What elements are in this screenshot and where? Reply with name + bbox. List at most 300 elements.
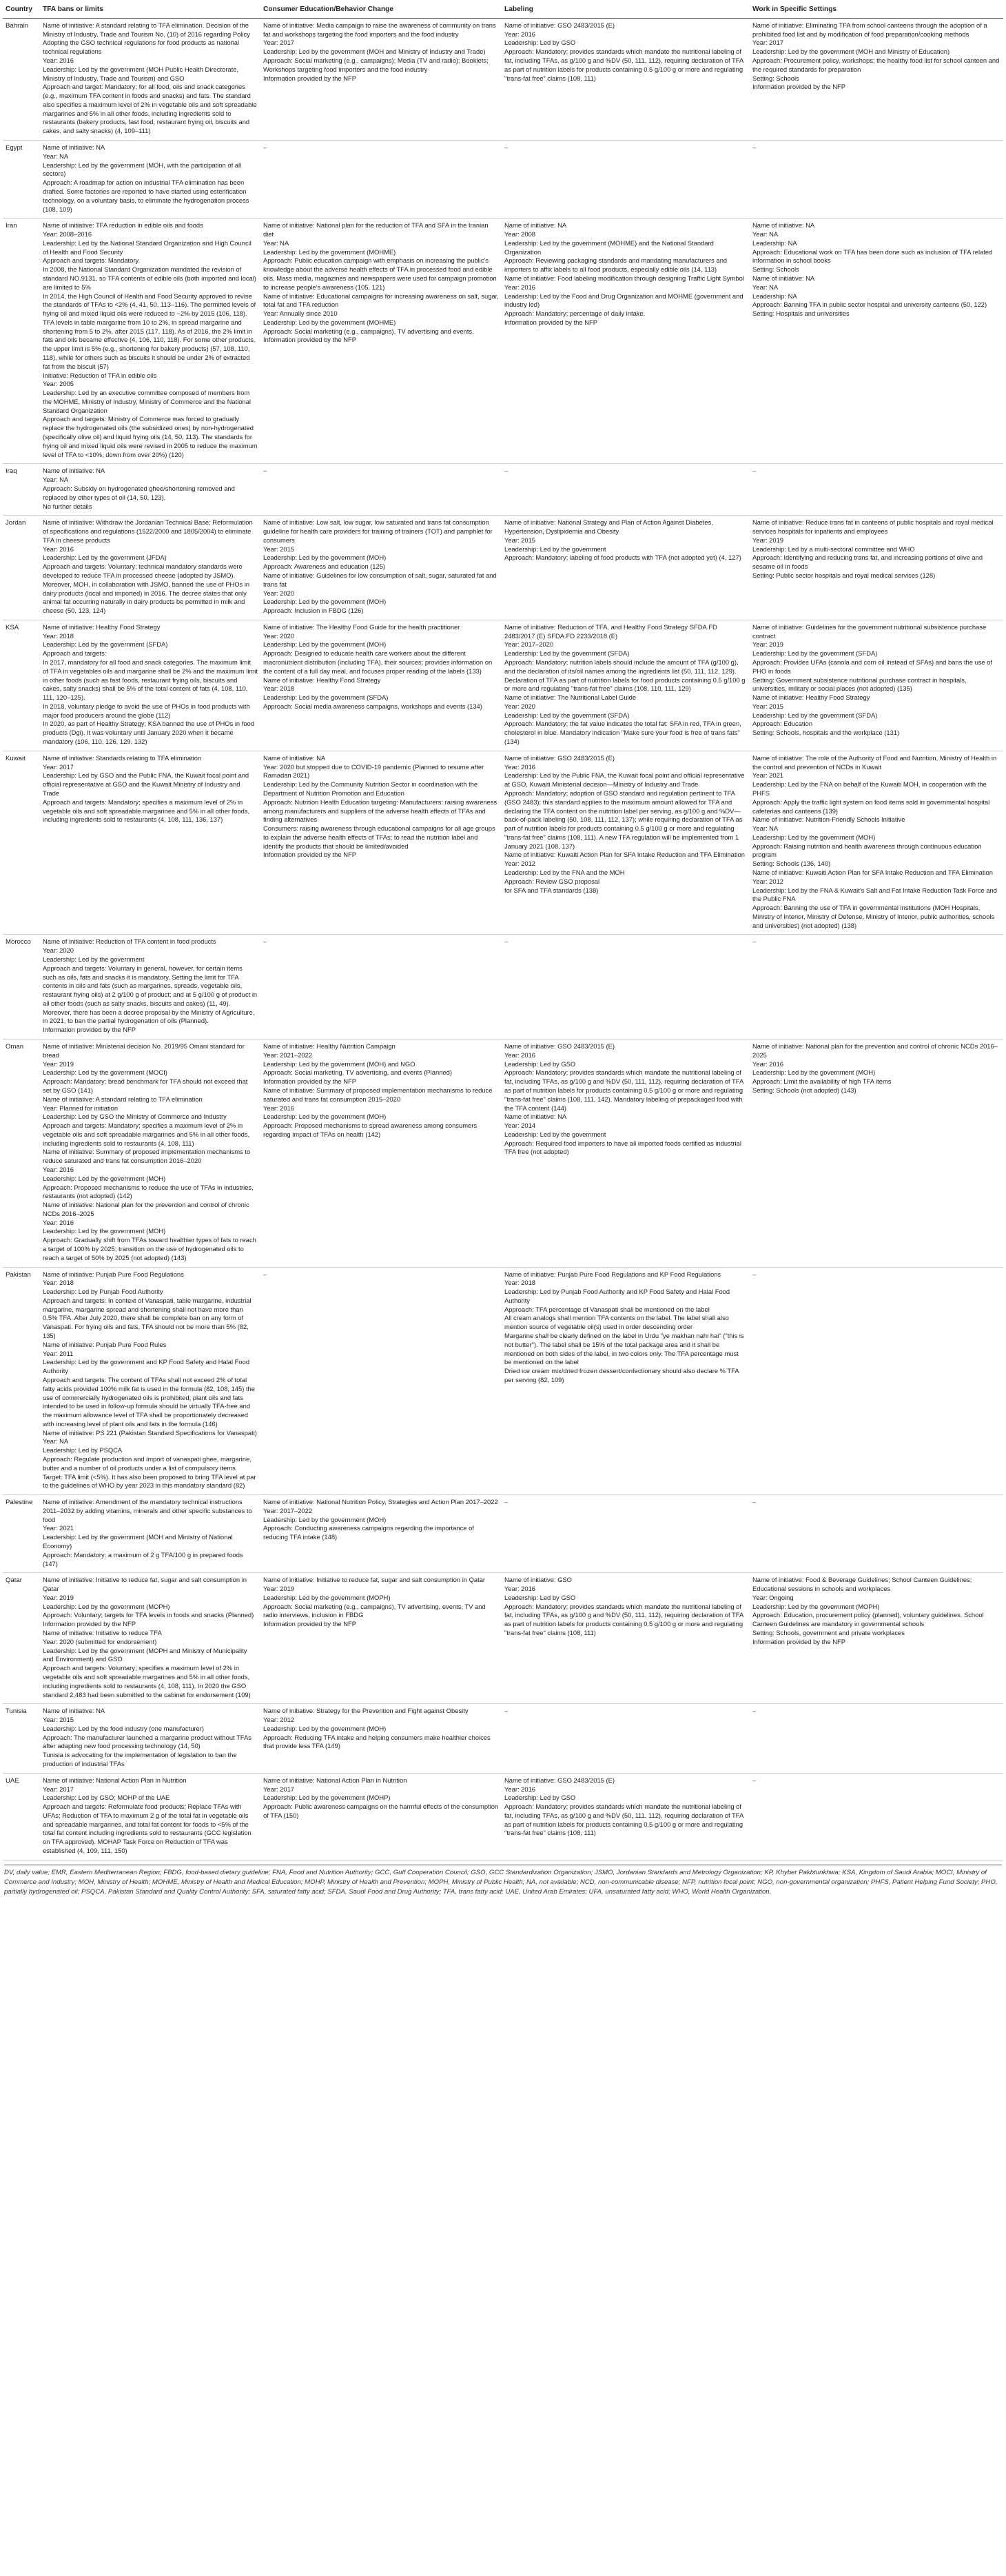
specific-settings-cell	[750, 620, 1003, 751]
tfa-bans-cell	[40, 935, 260, 1039]
cell-line: Year: 2019	[752, 640, 784, 649]
consumer-education-cell	[260, 516, 502, 620]
table-row	[3, 219, 1003, 464]
cell-line: Approach: Social marketing (e.g., campaigns), TV advertising, events, TV and radio interviews, inclusion in FBDG	[263, 1602, 486, 1619]
cell-line: Year: 2016	[504, 1585, 536, 1593]
consumer-education-cell	[260, 1267, 502, 1495]
cell-line: Leadership: Led by Punjab Food Authority	[43, 1288, 163, 1296]
cell-line: Year: 2012	[263, 1716, 295, 1724]
cell-line: Information provided by the NFP	[263, 1077, 356, 1086]
cell-line: Leadership: Led by GSO	[504, 1059, 576, 1068]
tfa-policy-table	[3, 3, 1003, 1860]
cell-line: Approach: Provides UFAs (canola and corn oil instead of SFAs) and bans the use of PHO in foods	[752, 658, 993, 675]
cell-line: Year: 2014	[504, 1122, 536, 1130]
specific-settings-cell	[750, 1267, 1003, 1495]
cell-line: Leadership: Led by the government (MOCI)	[43, 1068, 167, 1077]
tfa-bans-cell	[40, 219, 260, 464]
labeling-cell	[502, 219, 750, 464]
cell-line: Margarine shall be clearly defined on the label in Urdu "ye makhan nahi hai" ("this is not butter"). The label shall be 15% of the total package area and it shall be mentioned on both sides of the label, in two colors only. The TFA percentage must be mentioned on the label	[504, 1332, 744, 1366]
specific-settings-cell	[750, 1573, 1003, 1704]
cell-line: Leadership: Led by the government (MOH)	[263, 1515, 387, 1523]
cell-line: Approach and targets: The content of TFAs shall not exceed 2% of total fatty acids provided 100% milk fat is used in the formula (82, 108, 145) the use of commercially hydrogenated oils is prohibited; plant oils and fats intended to be used in follow-up formula should be virtually TFA-free and the maximum allowance level of TFA shall be proportionately decreased with increasing level of plant oils and fats in the formula (146)	[43, 1375, 255, 1428]
cell-line: Approach: Mandatory; provides standards which mandate the nutritional labeling of fat, including TFAs, as g/100 g and %DV (50, 111, 112), requiring declaration of TFA as part of nutrition labels for products containing 0.5 g/100 g or more and regulating "trans-fat free" claims (108, 111)	[504, 48, 743, 82]
cell-line: Year: 2016	[504, 762, 536, 771]
labeling-cell	[502, 141, 750, 219]
empty-dash: –	[752, 1707, 757, 1715]
cell-line: Approach: Identifying and reducing trans fat, and increasing portions of olive and sesame oil in foods	[752, 554, 983, 571]
table-row	[3, 464, 1003, 516]
cell-line: Approach: Mandatory; nutrition labels should include the amount of TFA (g/100 g), and the declaration of its/oil names among the ingredients list (50, 111, 112, 129). Declaration of TFA as part of nutrition labels for food products containing 0.5 g/100 g or more and regulating "trans-fat free" claims (108, 110, 111, 129)	[504, 658, 746, 693]
country-cell: Morocco	[3, 935, 40, 1039]
tfa-bans-cell	[40, 516, 260, 620]
empty-dash: –	[263, 467, 267, 475]
labeling-cell	[502, 620, 750, 751]
cell-line: Leadership: Led by the government (JFDA)	[43, 554, 167, 562]
cell-line: Name of initiative: Summary of proposed implementation mechanisms to reduce saturated and trans fat consumption 2016–2020	[43, 1148, 251, 1165]
cell-line: Name of initiative: National Action Plan in Nutrition	[43, 1776, 187, 1784]
cell-line: Name of initiative: Low salt, low sugar, low saturated and trans fat consumption guideline for health care providers for training of trainers (TOT) and pamphlet for consumers	[263, 518, 493, 544]
cell-line: Setting: Schools, government and private workplaces	[752, 1629, 905, 1637]
tfa-bans-cell	[40, 141, 260, 219]
table-row	[3, 620, 1003, 751]
cell-line: Approach: Social marketing (e.g., campaigns); Media (TV and radio); Booklets; Workshops targeting food importers and the food industry	[263, 57, 489, 73]
cell-line: Leadership: Led by the government (MOH)	[43, 1174, 166, 1182]
cell-line: Year: 2008	[504, 230, 536, 239]
cell-line: Approach: TFA percentage of Vanaspati shall be mentioned on the label	[504, 1305, 710, 1313]
cell-line: Year: 2016	[43, 1165, 74, 1173]
tfa-bans-cell	[40, 1573, 260, 1704]
cell-line: Year: NA	[43, 1437, 69, 1446]
cell-line: Approach: Mandatory; provides standards which mandate the nutritional labeling of fat, including TFAs, as g/100 g and %DV (50, 111, 112), requiring declaration of TFA as part of nutrition labels for products containing 0.5 g/100 g or more and regulating "trans-fat free" claims (108, 111)	[504, 1803, 743, 1837]
empty-dash: –	[504, 937, 509, 946]
cell-line: Name of initiative: Punjab Pure Food Regulations	[43, 1270, 184, 1278]
cell-line: Leadership: Led by the government (MOH)	[43, 1227, 166, 1235]
cell-line: Approach: Nutrition Health Education targeting: Manufacturers: raising awareness among manufacturers and suppliers of the adverse health effects of TFAs and finding alternatives	[263, 798, 497, 824]
cell-line: Leadership: Led by the government (MOH)	[263, 1113, 387, 1121]
cell-line: Leadership: Led by the government (MOPH and Ministry of Municipality and Environment) and GSO	[43, 1646, 247, 1663]
cell-line: Approach: Social media awareness campaigns, workshops and events (134)	[263, 702, 482, 710]
cell-line: Year: 2016	[504, 30, 536, 38]
empty-dash: –	[752, 1270, 757, 1278]
specific-settings-cell	[750, 1039, 1003, 1268]
cell-line: Approach: Education	[752, 720, 813, 728]
cell-line: In 2018, voluntary pledge to avoid the use of PHOs in food products with major food producers around the globe (112)	[43, 702, 250, 719]
cell-line: Year: 2020 but stopped due to COVID-19 pandemic (Planned to resume after Ramadan 2021)	[263, 762, 484, 780]
empty-dash: –	[752, 1776, 757, 1784]
cell-line: Name of initiative: NA	[752, 221, 815, 230]
consumer-education-cell	[260, 751, 502, 935]
table-row	[3, 141, 1003, 219]
consumer-education-cell	[260, 1704, 502, 1773]
cell-line: Name of initiative: Guidelines for the government nutritional subsistence purchase contract	[752, 622, 987, 640]
tfa-bans-cell	[40, 1039, 260, 1268]
cell-line: Approach: Regulate production and import of vanaspati ghee, margarine, butter and a number of oil products under a list of compulsory items	[43, 1454, 252, 1472]
cell-line: Leadership: Led by the government	[43, 955, 145, 963]
cell-line: Year: 2017	[43, 1785, 74, 1793]
cell-line: Approach: Mandatory; labeling of food products with TFA (not adopted yet) (4, 127)	[504, 554, 741, 562]
cell-line: Name of initiative: Reduce trans fat in canteens of public hospitals and royal medical services hospitals for inpatients and employees	[752, 518, 994, 536]
cell-line: Approach and targets:	[43, 649, 107, 658]
cell-line: Leadership: Led by the government (SFDA)	[504, 711, 630, 719]
cell-line: Name of initiative: NA	[752, 274, 815, 282]
cell-line: Year: 2020	[263, 589, 295, 597]
cell-line: Setting: Public sector hospitals and royal medical services (128)	[752, 571, 936, 579]
consumer-education-cell	[260, 620, 502, 751]
cell-line: Leadership: Led by the government (MOHME)	[263, 247, 396, 256]
cell-line: Year: 2018	[43, 631, 74, 640]
cell-line: In 2020, as part of Healthy Strategy; KSA banned the use of PHOs in food products (Dgi). It was voluntary until January 2020 when it became mandatory (106, 110, 126, 129, 132)	[43, 720, 254, 746]
cell-line: Name of initiative: Withdraw the Jordanian Technical Base; Reformulation of specifications and regulations (1522/2000 and 1805/2004) to eliminate TFA in cheese products	[43, 518, 253, 544]
column-header-consumer-education: Consumer Education/Behavior Change	[260, 3, 502, 18]
cell-line: Year: 2012	[752, 877, 784, 885]
cell-line: Year: 2017–2020	[504, 640, 554, 649]
empty-dash: –	[504, 1707, 509, 1715]
cell-line: Leadership: Led by the National Standard Organization and High Council of Health and Food Security	[43, 239, 252, 256]
cell-line: Approach: Gradually shift from TFAs toward healthier types of fats to reach a target of 100% by 2025; transition on the use of hydrogenated oils to reach a target of 50% by 2025 (not adopted) (143)	[43, 1236, 256, 1261]
consumer-education-cell	[260, 1573, 502, 1704]
cell-line: Setting: Schools	[752, 74, 799, 82]
cell-line: Year: 2017	[263, 39, 295, 47]
cell-line: Approach and targets: In context of Vanaspati, table margarine, industrial margarine, margarine spread and shortening shall not have more than 0.5% TFA. After July 2020, there shall be complete ban on any form of Vanaspati. For frying oils and fats, TFA should not be more than 5% (82, 135)	[43, 1296, 252, 1340]
cell-line: Leadership: Led by the government (MOH and Ministry of Education)	[752, 48, 950, 56]
country-cell: Tunisia	[3, 1704, 40, 1773]
cell-line: Approach: Mandatory; bread benchmark for TFA should not exceed that set by GSO (141)	[43, 1077, 248, 1094]
specific-settings-cell	[750, 1773, 1003, 1860]
cell-line: Information provided by the NFP	[263, 1620, 356, 1628]
cell-line: Name of initiative: Healthy Food Strategy	[263, 676, 381, 684]
table-row	[3, 1704, 1003, 1773]
cell-line: Name of initiative: The Nutritional Label Guide	[504, 693, 637, 702]
cell-line: In 2008, the National Standard Organization mandated the revision of standard NO.9131, so TFA contents of edible oils (both imported and local) are limited to 5%	[43, 265, 256, 291]
cell-line: Leadership: Led by the government	[504, 1130, 606, 1138]
country-cell: Palestine	[3, 1495, 40, 1573]
cell-line: Leadership: Led by the FNA & Kuwait's Salt and Fat Intake Reduction Task Force and the Public FNA	[752, 886, 997, 903]
country-cell: KSA	[3, 620, 40, 751]
cell-line: Name of initiative: Reduction of TFA, and Healthy Food Strategy SFDA.FD 2483/2017 (E) SFDA.FD 2233/2018 (E)	[504, 622, 717, 640]
labeling-cell	[502, 1704, 750, 1773]
cell-line: Leadership: Led by the government (MOH)	[263, 640, 387, 649]
country-cell: Oman	[3, 1039, 40, 1268]
cell-line: Leadership: Led by the government (SFDA)	[752, 649, 878, 658]
cell-line: Year: 2015	[504, 536, 536, 544]
cell-line: Leadership: Led by the government (MOH)	[263, 1724, 387, 1732]
cell-line: Name of initiative: Nutrition-Friendly Schools Initiative	[752, 815, 905, 824]
cell-line: Name of initiative: Eliminating TFA from school canteens through the adoption of a prohibited food list and by modification of food preparation/cooking methods	[752, 21, 987, 38]
cell-line: Approach and targets: Ministry of Commerce was forced to gradually replace the hydrogenated oils (the subsidized ones) by non-hydrogenated (specifically olive oil) and liquid frying oils (14, 50, 113). The standards for frying oil and mixed liquid oils were revised in 2005 to reduce the maximum level of TFA to <10%, down from over 20%) (120)	[43, 415, 258, 458]
cell-line: Approach and targets: Mandatory.	[43, 256, 141, 265]
cell-line: Information provided by the NFP	[263, 74, 356, 82]
cell-line: Approach and target: Mandatory; for all food, oils and snack categories (e.g., maximum TFA content in foods and snacks) and fats. The standard also specifies a maximum level of 2% in vegetable oils and soft spreadable margarines and 5% in all other foods, including ingredients sold to restaurants (bakery products, fast food, restaurant frying oil, biscuits and cakes, and salty snacks) (4, 109–111)	[43, 83, 257, 135]
cell-line: Year: 2016	[504, 1785, 536, 1793]
cell-line: Tunisia is advocating for the implementation of legislation to ban the production of industrial TFAs	[43, 1751, 237, 1767]
empty-dash: –	[504, 467, 509, 475]
empty-dash: –	[263, 937, 267, 946]
table-row	[3, 1573, 1003, 1704]
labeling-cell	[502, 1573, 750, 1704]
cell-line: Leadership: Led by the government (MOH)	[752, 833, 876, 841]
cell-line: Leadership: Led by the government (MOH) and NGO	[263, 1059, 415, 1068]
cell-line: In 2017, mandatory for all food and snack categories. The maximum limit of TFA in vegetables oils and margarine shall be 2% and the maximum limit in other foods (such as fast foods, restaurant frying oils, biscuits and cakes, salty snacks) shall be 5% of the total content of fats (4, 108, 110, 111, 120–125).	[43, 658, 258, 702]
cell-line: Year: 2018	[263, 684, 295, 693]
cell-line: Approach and targets: Voluntary; specifies a maximum level of 2% in vegetable oils and soft spreadable margarines and 5% in all other foods, including ingredients sold to restaurants (4, 108, 111). In 2020 the GSO standard 2,483 had been submitted to the cabinet for endorsement (109)	[43, 1664, 251, 1698]
cell-line: Approach: Required food importers to have all imported foods certified as industrial TFA free (not adopted)	[504, 1139, 741, 1156]
cell-line: Name of initiative: NA	[504, 1113, 567, 1121]
cell-line: Year: NA	[752, 283, 779, 291]
cell-line: Information provided by the NFP	[504, 318, 597, 326]
cell-line: Name of initiative: GSO 2483/2015 (E)	[504, 1776, 615, 1784]
cell-line: Approach: A roadmap for action on industrial TFA elimination has been drafted. Some factories are reported to have started using esterification technology, on a voluntary basis, to eliminate the hydrogenation process (108, 109)	[43, 179, 249, 213]
tfa-bans-cell	[40, 18, 260, 140]
cell-line: Name of initiative: Kuwaiti Action Plan for SFA Intake Reduction and TFA Elimination	[752, 868, 993, 876]
cell-line: Year: 2021	[752, 771, 784, 780]
cell-line: Approach: Review GSO proposal	[504, 877, 600, 885]
cell-line: Name of initiative: Initiative to reduce fat, sugar and salt consumption in Qatar	[43, 1576, 247, 1593]
cell-line: Leadership: Led by the government and KP Food Safety and Halal Food Authority	[43, 1358, 250, 1375]
cell-line: Approach: Mandatory; adoption of GSO standard and regulation pertinent to TFA (GSO 2483); this standard applies to the maximum amount allowed for TFA and declaring the TFA content on the nutrition label per serving, as g/100 g and %DV—back-of-pack labeling (50, 108, 111, 112, 137); while requiring declaration of TFA as part of nutrition labels for products containing 0.5 g/100 g or more and regulating "trans-fat free" claims (108, 111). A new TFA regulation will be implemented from 1 January 2021 (108, 137)	[504, 789, 743, 850]
cell-line: Approach: Mandatory; provides standards which mandate the nutritional labeling of fat, including TFAs, as g/100 g and %DV (50, 111, 112), requiring declaration of TFA as part of nutrition labels for products containing 0.5 g/100 g or more and regulating "trans-fat free" claims (108, 111, 142). Mandatory labeling of prepackaged food with the TFA content (144)	[504, 1068, 743, 1112]
cell-line: Year: 2012	[504, 860, 536, 868]
country-cell: UAE	[3, 1773, 40, 1860]
cell-line: Leadership: Led by GSO; MOHP of the UAE	[43, 1794, 170, 1802]
cell-line: Information provided by the NFP	[752, 1637, 845, 1645]
country-cell: Pakistan	[3, 1267, 40, 1495]
consumer-education-cell	[260, 1773, 502, 1860]
cell-line: Approach: Voluntary; targets for TFA levels in foods and snacks (Planned)	[43, 1611, 254, 1619]
table-row	[3, 1039, 1003, 1268]
table-body	[3, 18, 1003, 1860]
empty-dash: –	[504, 143, 509, 152]
cell-line: Approach: Apply the traffic light system on food items sold in governmental hospital cafeterias and canteens (139)	[752, 798, 990, 815]
cell-line: Leadership: Led by the government (MOH and Ministry of National Economy)	[43, 1533, 233, 1550]
cell-line: Year: 2015	[752, 702, 784, 710]
cell-line: Year: 2015	[43, 1716, 74, 1724]
cell-line: Leadership: Led by the government (MOPH)	[43, 1602, 170, 1610]
cell-line: Year: 2015	[263, 545, 295, 553]
cell-line: Year: 2016	[43, 57, 74, 64]
cell-line: Approach: Public awareness campaigns on the harmful effects of the consumption of TFA (150)	[263, 1803, 499, 1819]
cell-line: Leadership: Led by the government (MOHME) and the National Standard Organization	[504, 239, 714, 256]
cell-line: Approach: Mandatory; provides standards which mandate the nutritional labeling of fat, including TFAs, as g/100 g and %DV (50, 111, 112), requiring declaration of TFA as part of nutrition labels for products containing 0.5 g/100 g or more and regulating "trans-fat free" claims (108, 111)	[504, 1602, 743, 1637]
cell-line: Year: 2020	[263, 631, 295, 640]
cell-line: Approach: Reducing TFA intake and helping consumers make healthier choices that provide less TFA (149)	[263, 1733, 491, 1750]
cell-line: Approach: The manufacturer launched a margarine product without TFAs after adapting new food processing technology (14, 50)	[43, 1733, 252, 1750]
cell-line: In 2014, the High Council of Health and Food Security approved to revise the standards of TFAs to <2% (4, 41, 50, 113–116). The permitted levels of frying oil and mixed liquid oils were reduced to ~2% by 2015 (106, 118). TFA levels in table margarine from 10 to 2%, in spread margarine and shortening from 5 to 2%, after 2015 (117, 118). As of 2016, the 2% limit in fats and oils became effective (4, 106, 110, 118). For some other products, the upper limit is 5% (e.g., shortening for bakery products) (57, 108, 110, 118), while for others such as biscuits it should be under 2% of extracted fat from the biscuit (57)	[43, 292, 256, 370]
cell-line: Year: NA	[43, 476, 69, 484]
empty-dash: –	[752, 143, 757, 152]
labeling-cell	[502, 516, 750, 620]
consumer-education-cell	[260, 18, 502, 140]
consumer-education-cell	[260, 1039, 502, 1268]
country-cell: Jordan	[3, 516, 40, 620]
cell-line: Leadership: Led by the government (MOPH)	[752, 1602, 880, 1610]
cell-line: Name of initiative: GSO 2483/2015 (E)	[504, 21, 615, 29]
country-cell: Iraq	[3, 464, 40, 516]
cell-line: Name of initiative: Healthy Nutrition Campaign	[263, 1042, 396, 1051]
cell-line: Approach and targets: Reformulate food products; Replace TFAs with UFAs; Reduction of TFA to maximum 2 g of the total fat in vegetable oils and spreadable margarines, and total fat content for foods to <5% of the total fat content including ingredients sold to restaurants (GCC legislation on TFA approved). MOHAP Task Force on Reduction of TFA was established (4, 109, 111, 150)	[43, 1803, 252, 1854]
specific-settings-cell	[750, 1495, 1003, 1573]
cell-line: Approach: Proposed mechanisms to reduce the use of TFAs in industries, restaurants (not adopted) (142)	[43, 1183, 254, 1200]
cell-line: Approach: Awareness and education (125)	[263, 562, 386, 571]
cell-line: Year: 2008–2016	[43, 230, 92, 239]
cell-line: Year: 2018	[43, 1279, 74, 1287]
cell-line: Year: 2005	[43, 380, 74, 388]
cell-line: Name of initiative: PS 221 (Pakistan Standard Specifications for Vanaspati)	[43, 1428, 257, 1437]
cell-line: Leadership: Led by the Food and Drug Organization and MOHME (government and industry led)	[504, 292, 743, 309]
cell-line: Leadership: Led by the government (MOHP)	[263, 1794, 391, 1802]
cell-line: Setting: Government subsistence nutritional purchase contract in hospitals, universities, military or social places (not adopted) (135)	[752, 676, 967, 693]
cell-line: Approach: Banning the use of TFA in governmental institutions (MOH Hospitals, Ministry of Interior, Ministry of Defense, Ministry of Interior, public authorities, schools and universities) (not adopted) (138)	[752, 904, 995, 929]
cell-line: Approach: Social marketing, TV advertising, and events (Planned)	[263, 1068, 452, 1077]
cell-line: Name of initiative: Initiative to reduce TFA	[43, 1629, 162, 1637]
cell-line: Name of initiative: Standards relating to TFA elimination	[43, 753, 202, 762]
cell-line: Approach: Reviewing packaging standards and mandating manufacturers and importers to affix labels to all food products, especially edible oils (14, 113)	[504, 256, 728, 274]
cell-line: Year: 2016	[752, 1059, 784, 1068]
cell-line: Approach: Mandatory; the fat value indicates the total fat: SFA in red, TFA in green, cholesterol in blue. Mandatory indication "Make sure your food is free of trans fats" (134)	[504, 720, 741, 746]
cell-line: Leadership: Led by the government (MOH, with the participation of all sectors)	[43, 161, 242, 178]
cell-line: Information provided by the NFP	[43, 1026, 136, 1034]
cell-line: Name of initiative: National plan for the reduction of TFA and SFA in the Iranian diet	[263, 221, 489, 239]
cell-line: Name of initiative: National Strategy and Plan of Action Against Diabetes, Hypertension, Dyslipidemia and Obesity	[504, 518, 713, 536]
cell-line: Approach: Education, procurement policy (planned), voluntary guidelines. School Canteen Guidelines are mandatory in governmental schools	[752, 1611, 984, 1628]
cell-line: Year: NA	[752, 230, 779, 239]
cell-line: Information provided by the NFP	[263, 851, 356, 859]
cell-line: Target: TFA limit (<5%). It has also been proposed to bring TFA level at par to the guidelines of WHO by year 2023 in this mandatory standard (82)	[43, 1472, 256, 1490]
tfa-bans-cell	[40, 464, 260, 516]
cell-line: Approach: Designed to educate health care workers about the different macronutrient distribution (including TFA), their sources; provides information on the content of a full day meal, and focuses proper reading of the labels (133)	[263, 649, 493, 675]
country-cell: Egypt	[3, 141, 40, 219]
cell-line: Year: 2017	[263, 1785, 295, 1793]
cell-line: Leadership: Led by a multi-sectoral committee and WHO	[752, 545, 915, 553]
cell-line: Setting: Schools (not adopted) (143)	[752, 1086, 856, 1094]
cell-line: Initiative: Reduction of TFA in edible oils	[43, 371, 157, 379]
cell-line: Information provided by the NFP	[43, 1620, 136, 1628]
tfa-bans-cell	[40, 751, 260, 935]
cell-line: Name of initiative: Healthy Food Strategy	[752, 693, 870, 702]
cell-line: Approach: Proposed mechanisms to spread awareness among consumers regarding impact of TFAs on health (142)	[263, 1122, 478, 1138]
cell-line: Name of initiative: Initiative to reduce fat, sugar and salt consumption in Qatar	[263, 1576, 486, 1584]
cell-line: Year: 2018	[504, 1279, 536, 1287]
cell-line: Name of initiative: The Healthy Food Guide for the health practitioner	[263, 622, 460, 631]
cell-line: Leadership: Led by the government (SFDA)	[752, 711, 878, 719]
cell-line: Name of initiative: National Nutrition Policy, Strategies and Action Plan 2017–2022	[263, 1498, 498, 1506]
empty-dash: –	[752, 1498, 757, 1506]
cell-line: Name of initiative: Food labeling modification through designing Traffic Light Symbol	[504, 274, 744, 282]
cell-line: Leadership: Led by the FNA and the MOH	[504, 868, 625, 876]
cell-line: Approach and targets: Mandatory; specifies a maximum level of 2% in vegetable oils and soft spreadable margarines and 5% in all other foods, including ingredients sold to restaurants (4, 108, 111, 136, 137)	[43, 798, 250, 824]
table-row	[3, 1773, 1003, 1860]
cell-line: Name of initiative: Media campaign to raise the awareness of community on trans fat and workshops targeting the food importers and the food industry	[263, 21, 496, 38]
cell-line: Leadership: Led by an executive committee composed of members from the MOHME, Ministry of Industry, Ministry of Commerce and the National Standard Organization	[43, 389, 252, 414]
table-header-row	[3, 3, 1003, 18]
cell-line: Setting: Hospitals and universities	[752, 310, 850, 318]
cell-line: Approach: Mandatory; a maximum of 2 g TFA/100 g in prepared foods (147)	[43, 1550, 243, 1568]
tfa-bans-cell	[40, 1773, 260, 1860]
table-row	[3, 1267, 1003, 1495]
cell-line: Information provided by the NFP	[263, 336, 356, 344]
cell-line: Name of initiative: NA	[504, 221, 567, 230]
cell-line: Approach: Limit the availability of high TFA items	[752, 1077, 892, 1086]
cell-line: Name of initiative: Healthy Food Strategy	[43, 622, 161, 631]
cell-line: Setting: Schools	[752, 265, 799, 274]
labeling-cell	[502, 1495, 750, 1573]
cell-line: Approach: Conducting awareness campaigns regarding the importance of reducing TFA intake (148)	[263, 1524, 474, 1541]
cell-line: Year: 2011	[43, 1349, 74, 1357]
cell-line: Name of initiative: Reduction of TFA content in food products	[43, 937, 216, 946]
specific-settings-cell	[750, 219, 1003, 464]
country-cell: Kuwait	[3, 751, 40, 935]
table-row	[3, 935, 1003, 1039]
cell-line: Leadership: Led by PSQCA	[43, 1446, 123, 1454]
cell-line: Consumers: raising awareness through educational campaigns for all age groups to explain the adverse health effects of TFAs; to read the nutrition label and identify the products that should be limited/avoided	[263, 824, 495, 850]
cell-line: Name of initiative: Punjab Pure Food Regulations and KP Food Regulations	[504, 1270, 721, 1278]
cell-line: Approach and targets: Voluntary in general, however, for certain items such as oils, fats and snacks it is mandatory. Setting the limit for TFA contents in oils and fats (such as margarines, spreads, vegetable oils, restaurant frying oils) at 2 g/100 g of product; and at 5 g/100 g of product in all other foods (such as salty snacks, biscuits and cakes) (11, 49). Moreover, there has been a decree proposal by the Ministry of Agriculture, in 2021, to ban the partial hydrogenation of oils (Planned).	[43, 964, 258, 1025]
cell-line: Name of initiative: GSO 2483/2015 (E)	[504, 1042, 615, 1051]
cell-line: Name of initiative: NA	[43, 467, 105, 475]
specific-settings-cell	[750, 464, 1003, 516]
cell-line: Information provided by the NFP	[752, 83, 845, 91]
cell-line: Name of initiative: The role of the Authority of Food and Nutrition, Ministry of Health in the control and prevention of NCDs in Kuwait	[752, 753, 997, 771]
cell-line: Year: 2016	[43, 545, 74, 553]
cell-line: Leadership: Led by GSO the Ministry of Commerce and Industry	[43, 1113, 227, 1121]
specific-settings-cell	[750, 935, 1003, 1039]
cell-line: Leadership: Led by the food industry (one manufacturer)	[43, 1724, 204, 1732]
cell-line: Name of initiative: Ministerial decision No. 2019/95 Omani standard for bread	[43, 1042, 245, 1059]
column-header-labeling: Labeling	[502, 3, 750, 18]
labeling-cell	[502, 464, 750, 516]
tfa-bans-cell	[40, 620, 260, 751]
cell-line: Year: 2019	[43, 1593, 74, 1601]
cell-line: Dried ice cream mix/dried frozen dessert/confectionary should also declare % TFA per serving (82, 109)	[504, 1367, 739, 1383]
cell-line: Leadership: Led by the government (MOPH)	[263, 1593, 391, 1601]
cell-line: Leadership: Led by GSO	[504, 1794, 576, 1802]
cell-line: Leadership: Led by the government (MOHME)	[263, 318, 396, 326]
cell-line: Approach: Procurement policy, workshops; the healthy food list for school canteen and the required standards for preparation	[752, 57, 1000, 73]
specific-settings-cell	[750, 141, 1003, 219]
cell-line: Year: 2017–2022	[263, 1506, 313, 1514]
cell-line: Name of initiative: Kuwaiti Action Plan for SFA Intake Reduction and TFA Elimination	[504, 851, 745, 859]
cell-line: Leadership: NA	[752, 292, 797, 300]
table-footnote: DV, daily value; EMR, Eastern Mediterranean Region; FBDG, food-based dietary guideline; FNA, Food and Nutrition Authority; GCC, Gulf Cooperation Council; GSO, GCC Standardization Organization; JSMO, Jordanian Standards and Metrology Organization; KP, Khyber Pakhtunkhwa; KSA, Kingdom of Saudi Arabia; MOCI, Ministry of Commerce and Industry; MOH, Ministry of Health; MOHME, Ministry of Health and Medical Education; MOHP, Ministry of Health and Prevention; MOPH, Ministry of Public Health; NA, not available; NCD, non-communicable disease; NFP, nutrition focal point; NGO, non-governmental organization; PHFS, Patient Helping Fund Society; PHO, partially hydrogenated oil; PSQCA, Pakistan Standard and Quality Control Authority; SFA, saturated fatty acid; SFDA, Saudi Food and Drug Authority; TFA, trans fatty acid; UAE, United Arab Emirates; UFA, unsaturated fatty acid; WHO, World Health Organization.	[4, 1865, 1002, 1897]
cell-line: Approach: Social marketing (e.g., campaigns), TV advertising and events.	[263, 327, 474, 335]
cell-line: Name of initiative: Summary of proposed implementation mechanisms to reduce saturated and trans fat consumption 2015–2020	[263, 1086, 493, 1103]
cell-line: Leadership: Led by the FNA on behalf of the Kuwaiti MOH, in cooperation with the PHFS	[752, 780, 987, 797]
cell-line: No further details	[43, 502, 92, 510]
cell-line: Year: 2016	[263, 1104, 295, 1112]
cell-line: Year: 2019	[263, 1585, 295, 1593]
cell-line: Leadership: Led by the government (MOH)	[263, 598, 387, 606]
empty-dash: –	[504, 1498, 509, 1506]
cell-line: Approach and targets: Voluntary; technical mandatory standards were developed to reduce TFA in processed cheese (adopted by JSMO). Moreover, MOH, in collaboration with JSMO, banned the use of PHOs in dairy products (local and imported) in 2016. The decree states that only animal fat occurring naturally in dairy products be permitted in milk and cheese (50, 123, 124)	[43, 562, 250, 615]
tfa-bans-cell	[40, 1267, 260, 1495]
cell-line: Name of initiative: Amendment of the mandatory technical instructions 2011–2032 by adding vitamins, minerals and other specific substances to food	[43, 1498, 252, 1523]
column-header-country: Country	[3, 3, 40, 18]
cell-line: Leadership: Led by Punjab Food Authority and KP Food Safety and Halal Food Authority	[504, 1288, 730, 1304]
labeling-cell	[502, 1773, 750, 1860]
cell-line: Setting: Schools (136, 140)	[752, 860, 831, 868]
consumer-education-cell	[260, 141, 502, 219]
cell-line: Leadership: Led by GSO	[504, 1593, 576, 1601]
cell-line: Leadership: Led by the government (MOH and Ministry of Industry and Trade)	[263, 48, 486, 56]
consumer-education-cell	[260, 1495, 502, 1573]
cell-line: Name of initiative: NA	[263, 753, 326, 762]
cell-line: Name of initiative: TFA reduction in edible oils and foods	[43, 221, 203, 230]
cell-line: Year: 2021–2022	[263, 1051, 313, 1059]
cell-line: Name of initiative: GSO	[504, 1576, 572, 1584]
cell-line: Leadership: Led by GSO and the Public FNA, the Kuwait focal point and official representative at GSO and the Kuwait Ministry of Industry and Trade	[43, 771, 249, 797]
table-row	[3, 751, 1003, 935]
cell-line: Name of initiative: Educational campaigns for increasing awareness on salt, sugar, total fat and TFA reduction	[263, 292, 499, 309]
cell-line: Name of initiative: A standard relating to TFA elimination. Decision of the Ministry of Industry, Trade and Tourism No. (10) of 2016 regarding Policy Adopting the GSO technical regulations for food products as national technical regulations	[43, 21, 250, 56]
